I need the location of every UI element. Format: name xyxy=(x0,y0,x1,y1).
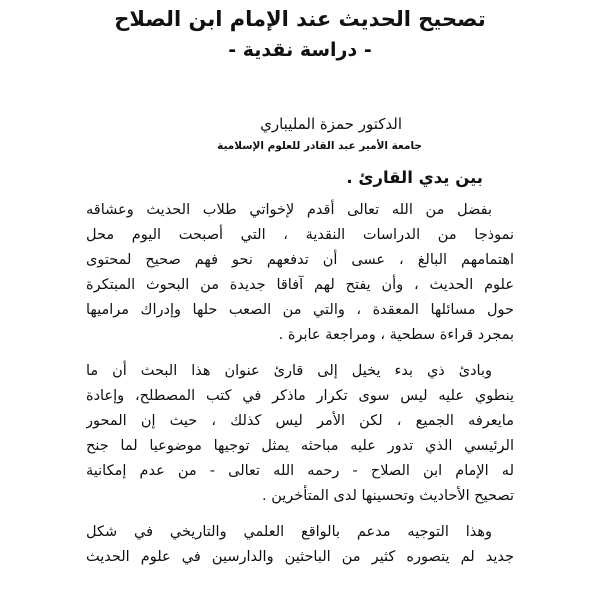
document-subtitle: - دراسة نقدية - xyxy=(228,39,372,61)
paragraph-gap xyxy=(86,348,514,359)
document-title: تصحيح الحديث عند الإمام ابن الصلاح xyxy=(114,7,486,31)
document-body xyxy=(86,198,514,570)
author-name: الدكتور حمزة المليباري xyxy=(260,115,402,133)
body-line: مايعرفه الجميع ، لكن الأمر ليس كذلك ، حيث إن المحور xyxy=(86,413,514,429)
body-line: وبادئ ذي بدء يخيل إلى قارئ عنوان هذا البحث أن ما xyxy=(86,363,492,379)
body-line: وهذا التوجيه مدعم بالواقع العلمي والتاريخي في شكل xyxy=(86,524,492,540)
body-line: بفضل من الله تعالى أقدم لإخواتي طلاب الحديث وعشاقه xyxy=(86,202,492,218)
body-line: الرئيسي الذي تدور عليه مباحثه يمثل توجيها موضوعيا لما جنح xyxy=(86,438,514,454)
body-line: ينطوي عليه ليس سوى تكرار ماذكر في كتب المصطلح، وإعادة xyxy=(86,388,514,404)
body-line: اهتمامهم البالغ ، عسى أن تدفعهم نحو فهم صحيح لمحتوى xyxy=(86,252,514,268)
author-affiliation: جامعة الأمير عبد القادر للعلوم الإسلامية xyxy=(217,140,422,152)
body-line: نموذجا من الدراسات النقدية ، التي أصبحت اليوم محل xyxy=(86,227,514,243)
body-line: جديد لم يتصوره كثير من الباحثين والدارسين في علوم الحديث xyxy=(86,549,514,565)
paragraph-gap xyxy=(86,509,514,520)
body-line: علوم الحديث ، وأن يفتح لهم آفاقا جديدة من البحوث المبتكرة xyxy=(86,277,514,293)
section-heading: بين يدي القارئ . xyxy=(346,168,483,187)
body-line: بمجرد قراءة سطحية ، ومراجعة عابرة . xyxy=(278,327,514,343)
body-line: حول مسائلها المعقدة ، والتي من الصعب حلها وإدراك مراميها xyxy=(86,302,514,318)
body-line: له الإمام ابن الصلاح - رحمه الله تعالى - من عدم إمكانية xyxy=(86,463,514,479)
body-line: تصحيح الأحاديث وتحسينها لدى المتأخرين . xyxy=(262,488,514,504)
